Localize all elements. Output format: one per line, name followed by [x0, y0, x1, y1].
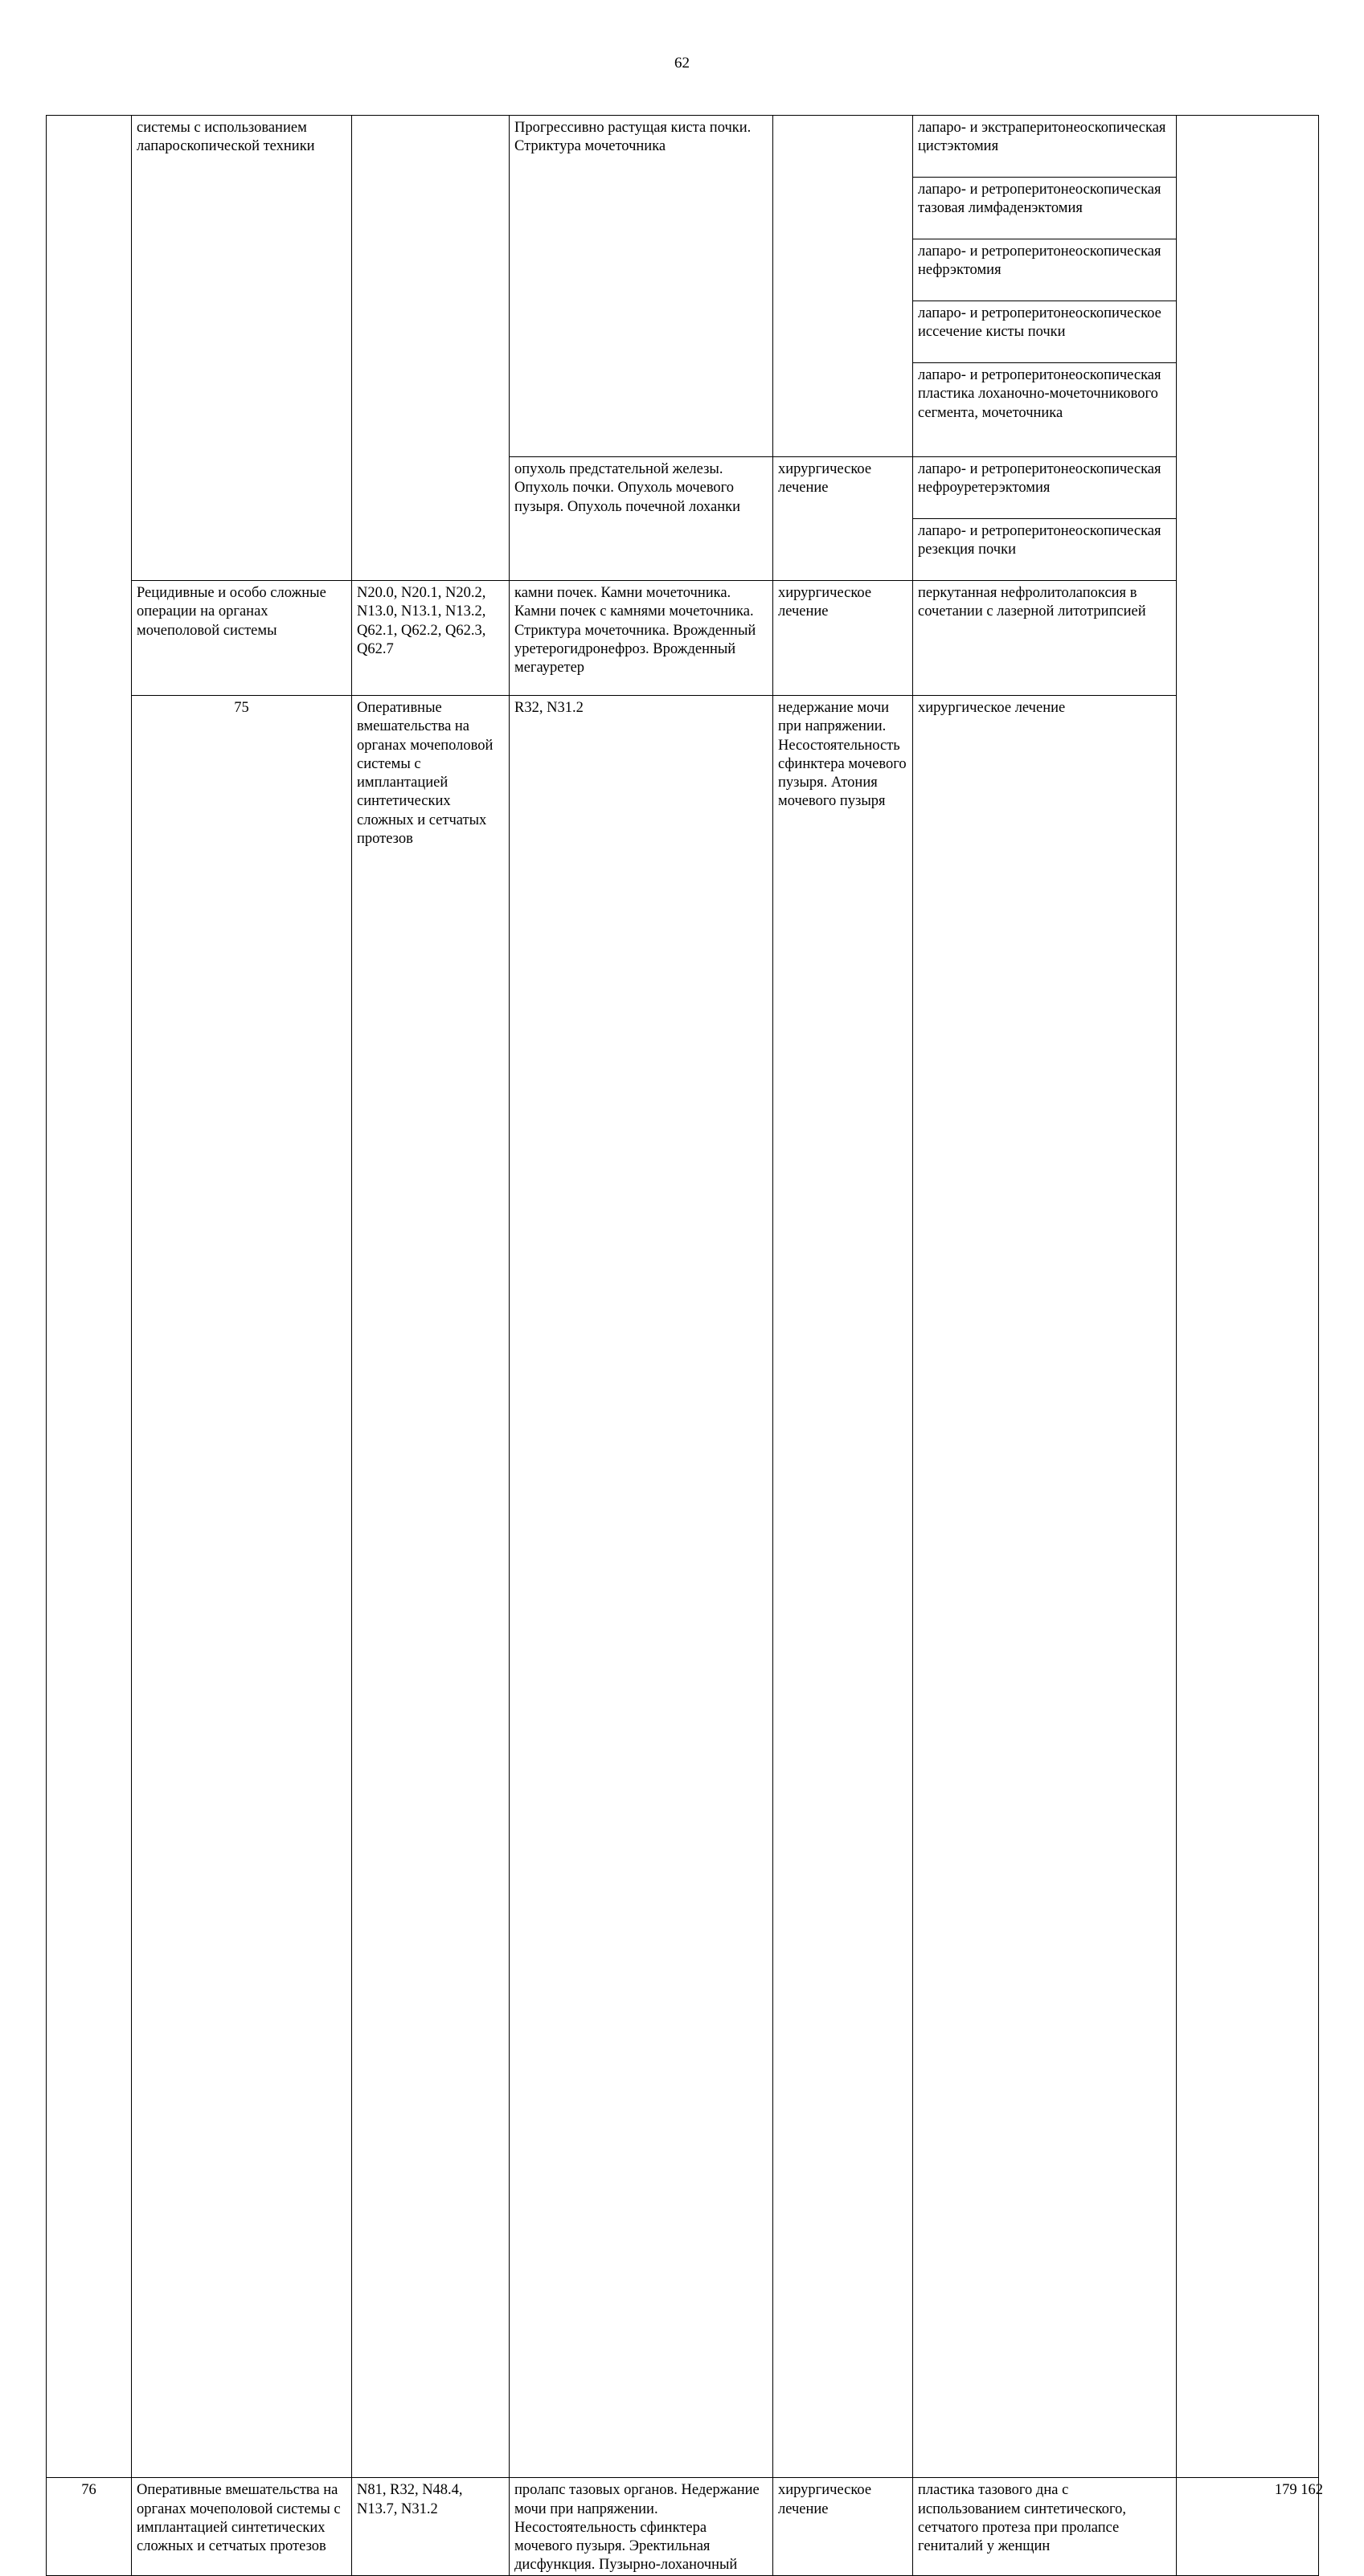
profile-cell: Оперативные вмешательства на органах мочеполовой системы с имплантацией синтетических сложных и сетчатых протезов	[132, 2478, 352, 2575]
profile-cell: Оперативные вмешательства на органах мочеполовой системы с имплантацией синтетических сложных и сетчатых протезов	[352, 696, 510, 2478]
method-cell: лапаро- и ретроперитонеоскопическое иссечение кисты почки	[913, 301, 1177, 363]
method-cell: лапаро- и ретроперитонеоскопическая нефрэктомия	[913, 239, 1177, 301]
method-cell: лапаро- и экстраперитонеоскопическая цистэктомия	[913, 116, 1177, 178]
codes-cell-empty	[352, 116, 510, 581]
treatment-cell-empty	[773, 116, 913, 457]
treatment-cell: хирургическое лечение	[913, 696, 1177, 2478]
method-cell: лапаро- и ретроперитонеоскопическая тазовая лимфаденэктомия	[913, 178, 1177, 239]
method-cell: лапаро- и ретроперитонеоскопическая резекция почки	[913, 519, 1177, 581]
table-row	[47, 696, 1319, 2478]
codes-cell: N20.0, N20.1, N20.2, N13.0, N13.1, N13.2, Q62.1, Q62.2, Q62.3, Q62.7	[352, 581, 510, 696]
method-cell: лапаро- и ретроперитонеоскопическая пластика лоханочно-мочеточникового сегмента, мочеточника	[913, 363, 1177, 457]
cost-cell-empty	[1177, 116, 1319, 2478]
row-number: 76	[47, 2478, 132, 2575]
procedures-table	[46, 115, 1323, 2576]
diagnosis-cell: опухоль предстательной железы. Опухоль почки. Опухоль мочевого пузыря. Опухоль почечной лоханки	[510, 457, 773, 581]
diagnosis-cell: камни почек. Камни мочеточника. Камни почек с камнями мочеточника. Стриктура мочеточника. Врожденный уретерогидронефроз. Врожденный мегауретер	[510, 581, 773, 696]
cost-value: 179 162	[1274, 2482, 1323, 2499]
number-cell-empty	[47, 116, 132, 2478]
diagnosis-cell: недержание мочи при напряжении. Несостоятельность сфинктера мочевого пузыря. Атония мочевого пузыря	[773, 696, 913, 2478]
diagnosis-cell: пролапс тазовых органов. Недержание мочи при напряжении. Несостоятельность сфинктера мочевого пузыря. Эректильная дисфункция. Пузырно-лоханочный	[510, 2478, 773, 2575]
method-cell: перкутанная нефролитолапоксия в сочетании с лазерной литотрипсией	[913, 581, 1177, 696]
treatment-cell: хирургическое лечение	[773, 581, 913, 696]
table-row	[47, 581, 1319, 696]
row-number: 75	[132, 696, 352, 2478]
profile-cell: Рецидивные и особо сложные операции на органах мочеполовой системы	[132, 581, 352, 696]
treatment-cell: хирургическое лечение	[773, 2478, 913, 2575]
diagnosis-cell: Прогрессивно растущая киста почки. Стриктура мочеточника	[510, 116, 773, 457]
page-number: 62	[674, 55, 690, 72]
cost-cell	[1177, 2478, 1323, 2575]
profile-cell: системы с использованием лапароскопической техники	[132, 116, 352, 581]
method-cell: лапаро- и ретроперитонеоскопическая нефроуретерэктомия	[913, 457, 1177, 519]
codes-cell: N81, R32, N48.4, N13.7, N31.2	[352, 2478, 510, 2575]
codes-cell: R32, N31.2	[510, 696, 773, 2478]
method-cell: пластика тазового дна с использованием синтетического, сетчатого протеза при пролапсе гениталий у женщин	[913, 2478, 1177, 2575]
treatment-cell: хирургическое лечение	[773, 457, 913, 581]
table-row	[47, 2478, 1319, 2575]
table-row	[47, 116, 1319, 178]
